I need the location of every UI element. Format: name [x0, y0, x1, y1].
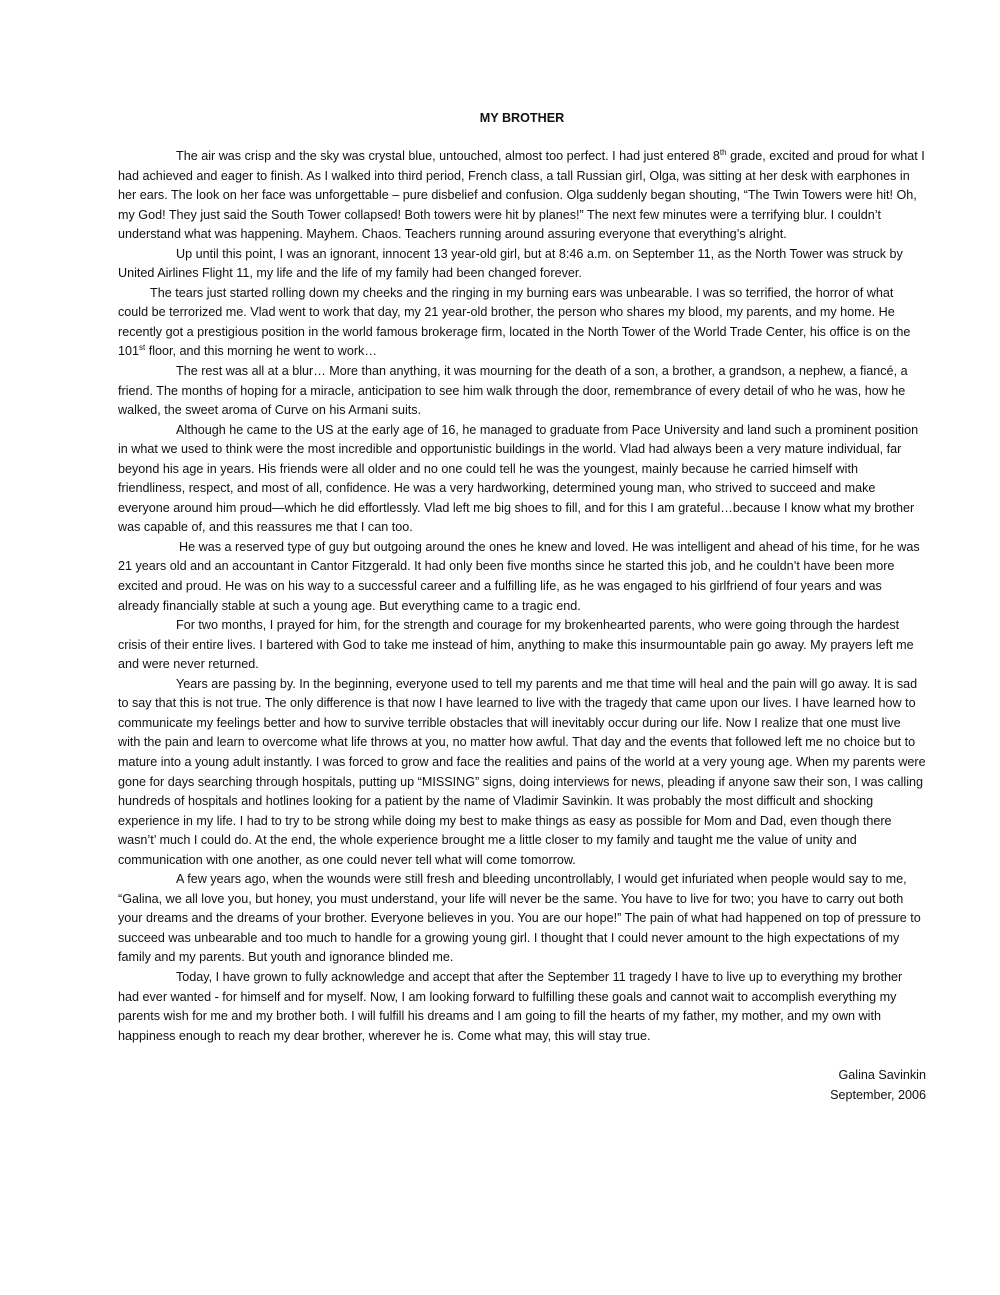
paragraph-2: Up until this point, I was an ignorant, innocent 13 year-old girl, but at 8:46 a.m. on September 11, as the North Tower was struck by United Airlines Flight 11, my life and the life of my family had been changed forever.: [118, 246, 903, 281]
ordinal-superscript: st: [139, 343, 146, 353]
paragraph-9: A few years ago, when the wounds were still fresh and bleeding uncontrollably, I would get infuriated when people would say to me, “Galina, we all love you, but honey, you must understand, your life will never be the same. You have to live for two; you have to carry out both your dreams and the dreams of your brother. Everyone believes in you. You are our hope!” The pain of what had happened on top of pressure to succeed was unbearable and too much to handle for a growing young girl. I thought that I could never amount to the high expectations of my family and my parents. But youth and ignorance blinded me.: [118, 872, 921, 965]
ordinal-superscript: th: [719, 147, 727, 157]
page-title: MY BROTHER: [479, 111, 565, 125]
paragraph-4: The rest was all at a blur… More than anything, it was mourning for the death of a son, a brother, a grandson, a nephew, a fiancé, a friend. The months of hoping for a miracle, anticipation to see him walk through the door, remembrance of every detail of who he was, how he walked, the sweet aroma of Curve on his Armani suits.: [118, 364, 908, 418]
author-date: September, 2006: [830, 1087, 926, 1102]
signature-block: [118, 1066, 926, 1105]
paragraph-6: He was a reserved type of guy but outgoing around the ones he knew and loved. He was intelligent and ahead of his time, for he was 21 years old and an accountant in Cantor Fitzgerald. It had only been five months since he started this job, and he couldn’t have been more excited and proud. He was on his way to a successful career and a fulfilling life, as he was engaged to his girlfriend of four years and was already financially stable at such a young age. But everything came to a tragic end.: [118, 539, 920, 613]
paragraph-1-text-a: The air was crisp and the sky was crystal blue, untouched, almost too perfect. I had just entered 8: [176, 149, 720, 163]
paragraph-3-text-a: The tears just started rolling down my cheeks and the ringing in my burning ears was unbearable. I was so terrified, the horror of what could be terrorized me. Vlad went to work that day, my 21 year-old brother, the person who shares my blood, my parents, and my home. He recently got a prestigious position in the world famous brokerage firm, located in the North Tower of the World Trade Center, his office is on the 101: [118, 285, 911, 359]
paragraph-8: Years are passing by. In the beginning, everyone used to tell my parents and me that time will heal and the pain will go away. It is sad to say that this is not true. The only difference is that now I have learned to live with the tragedy that came upon our lives. I have learned how to communicate my feelings better and how to survive terrible obstacles that will inevitably occur during our life. Now I realize that one must live with the pain and learn to overcome what life throws at you, no matter how awful. That day and the events that followed left me no choice but to mature into a young adult instantly. I was forced to grow and face the realities and pains of the world at a very young age. When my parents were gone for days searching through hospitals, putting up “MISSING” signs, doing interviews for news, pleading if anyone saw their son, I was calling hundreds of hospitals and hotlines looking for a patient by the name of Vladimir Savinkin. It was probably the most difficult and shocking experience in my life. I had to try to be strong while doing my best to make things as easy as possible for Mom and Dad, even though there wasn’t’ much I could do. At the end, the whole experience brought me a little closer to my family and taught me the value of unity and communication with one another, as one could never tell what will come tomorrow.: [118, 676, 926, 867]
paragraph-10: Today, I have grown to fully acknowledge and accept that after the September 11 tragedy I have to live up to everything my brother had ever wanted - for himself and for myself. Now, I am looking forward to fulfilling these goals and cannot wait to accomplish everything my parents wish for me and my brother both. I will fulfill his dreams and I am going to fill the hearts of my father, my mother, and my own with happiness enough to reach my dear brother, wherever he is. Come what may, this will stay true.: [118, 969, 903, 1043]
paragraph-3-text-b: floor, and this morning he went to work…: [145, 344, 377, 359]
author-name: Galina Savinkin: [838, 1068, 926, 1083]
paragraph-7: For two months, I prayed for him, for the strength and courage for my brokenhearted parents, who were going through the hardest crisis of their entire lives. I bartered with God to take me instead of him, anything to make this insurmountable pain go away. My prayers left me and were never returned.: [118, 618, 914, 672]
paragraph-5: Although he came to the US at the early age of 16, he managed to graduate from Pace University and land such a prominent position in what we used to think were the most incredible and opportunistic buildings in the world. Vlad had always been a very mature individual, far beyond his age in years. His friends were all older and no one could tell he was the youngest, mainly because he carried himself with friendliness, respect, and most of all, confidence. He was a very hardworking, determined young man, who strived to succeed and make everyone around him proud—which he did effortlessly. Vlad left me big shoes to fill, and for this I am grateful…because I know what my brother was capable of, and this reassures me that I can too.: [118, 422, 919, 535]
paragraph-3: [118, 284, 926, 362]
document-page: [118, 108, 926, 1105]
paragraph-1: [118, 147, 926, 245]
paragraph-1-text-b: grade, excited and proud for what I had achieved and eager to finish. As I walked into third period, French class, a tall Russian girl, Olga, was sitting at her desk with earphones in her ears. The look on her face was unforgettable – pure disbelief and confusion. Olga suddenly began shouting, “The Twin Towers were hit! Oh, my God! They just said the South Tower collapsed! Both towers were hit by planes!” The next few minutes were a terrifying blur. I couldn’t understand what was happening. Mayhem. Chaos. Teachers running around assuring everyone that everything’s alright.: [118, 149, 925, 242]
